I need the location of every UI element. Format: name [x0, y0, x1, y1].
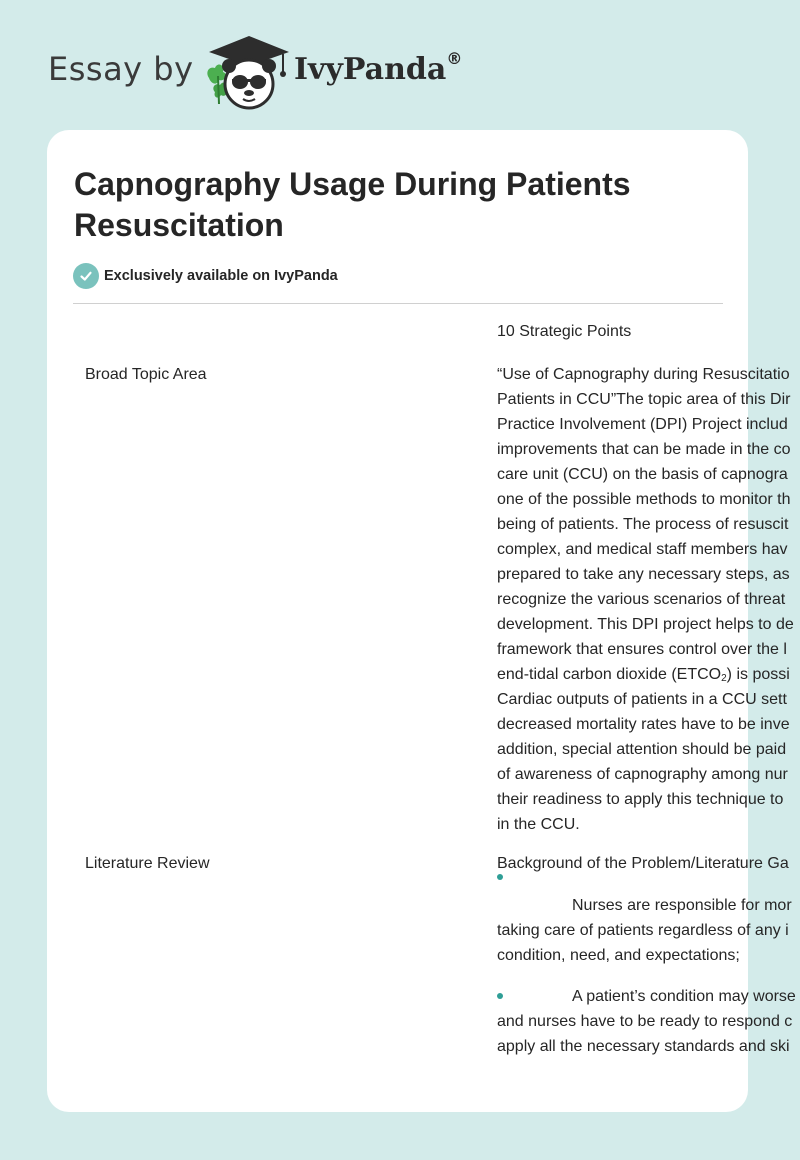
text-line: being of patients. The process of resuscit [497, 516, 789, 533]
text-line: framework that ensures control over the l [497, 641, 787, 658]
text-line: decreased mortality rates have to be inve [497, 716, 790, 733]
page-title: Capnography Usage During Patients Resuscitation [74, 166, 631, 243]
text-line: recognize the various scenarios of threat [497, 591, 786, 608]
text-line: and nurses have to be ready to respond c [497, 1013, 793, 1030]
broad-topic-text [497, 362, 794, 837]
brand-name [294, 49, 463, 87]
text-line: in the CCU. [497, 816, 580, 833]
trademark-symbol: ® [446, 49, 463, 68]
text-line: care unit (CCU) on the basis of capnogra [497, 466, 788, 483]
divider [73, 303, 723, 304]
checkmark-icon [73, 263, 99, 289]
etco-text: end-tidal carbon dioxide (ETCO [497, 666, 722, 683]
text-line: improvements that can be made in the co [497, 441, 791, 458]
text-line: of awareness of capnography among nur [497, 766, 788, 783]
text-line: Cardiac outputs of patients in a CCU sett [497, 691, 787, 708]
text-line: one of the possible methods to monitor th [497, 491, 791, 508]
literature-heading: Background of the Problem/Literature Ga [497, 855, 789, 872]
text-line-etco2 [497, 662, 794, 687]
bullet-item [497, 984, 796, 1059]
etco-tail: ) is possi [726, 666, 790, 683]
text-line: complex, and medical staff members hav [497, 541, 788, 558]
text-line: development. This DPI project helps to de [497, 616, 794, 633]
text-line: Practice Involvement (DPI) Project includ [497, 416, 788, 433]
table-header-right: 10 Strategic Points [497, 323, 632, 340]
brand-header [48, 30, 468, 110]
panda-graduate-logo-icon [203, 32, 295, 110]
text-line: Patients in CCU”The topic area of this Dir [497, 391, 791, 408]
text-line: prepared to take any necessary steps, as [497, 566, 790, 583]
text-line: Nurses are responsible for mor [572, 897, 792, 914]
exclusive-badge [73, 263, 338, 289]
text-line: apply all the necessary standards and ski [497, 1038, 790, 1055]
brand-prefix: Essay by [48, 50, 194, 88]
text-line: taking care of patients regardless of any i [497, 922, 789, 939]
brand-name-text: IvyPanda [294, 52, 447, 87]
badge-text: Exclusively available on IvyPanda [104, 268, 338, 284]
bullet-item [497, 893, 792, 968]
text-line: A patient’s condition may worse [572, 988, 796, 1005]
bullet-icon [497, 874, 503, 880]
text-line: condition, need, and expectations; [497, 947, 740, 964]
row-label-literature-review: Literature Review [85, 855, 210, 872]
etco-subscript: 2 [721, 673, 727, 684]
text-line: addition, special attention should be paid [497, 741, 787, 758]
text-line: “Use of Capnography during Resuscitatio [497, 366, 790, 383]
essay-card [47, 130, 796, 1112]
row-label-broad-topic: Broad Topic Area [85, 366, 207, 383]
text-line: their readiness to apply this technique to [497, 791, 784, 808]
